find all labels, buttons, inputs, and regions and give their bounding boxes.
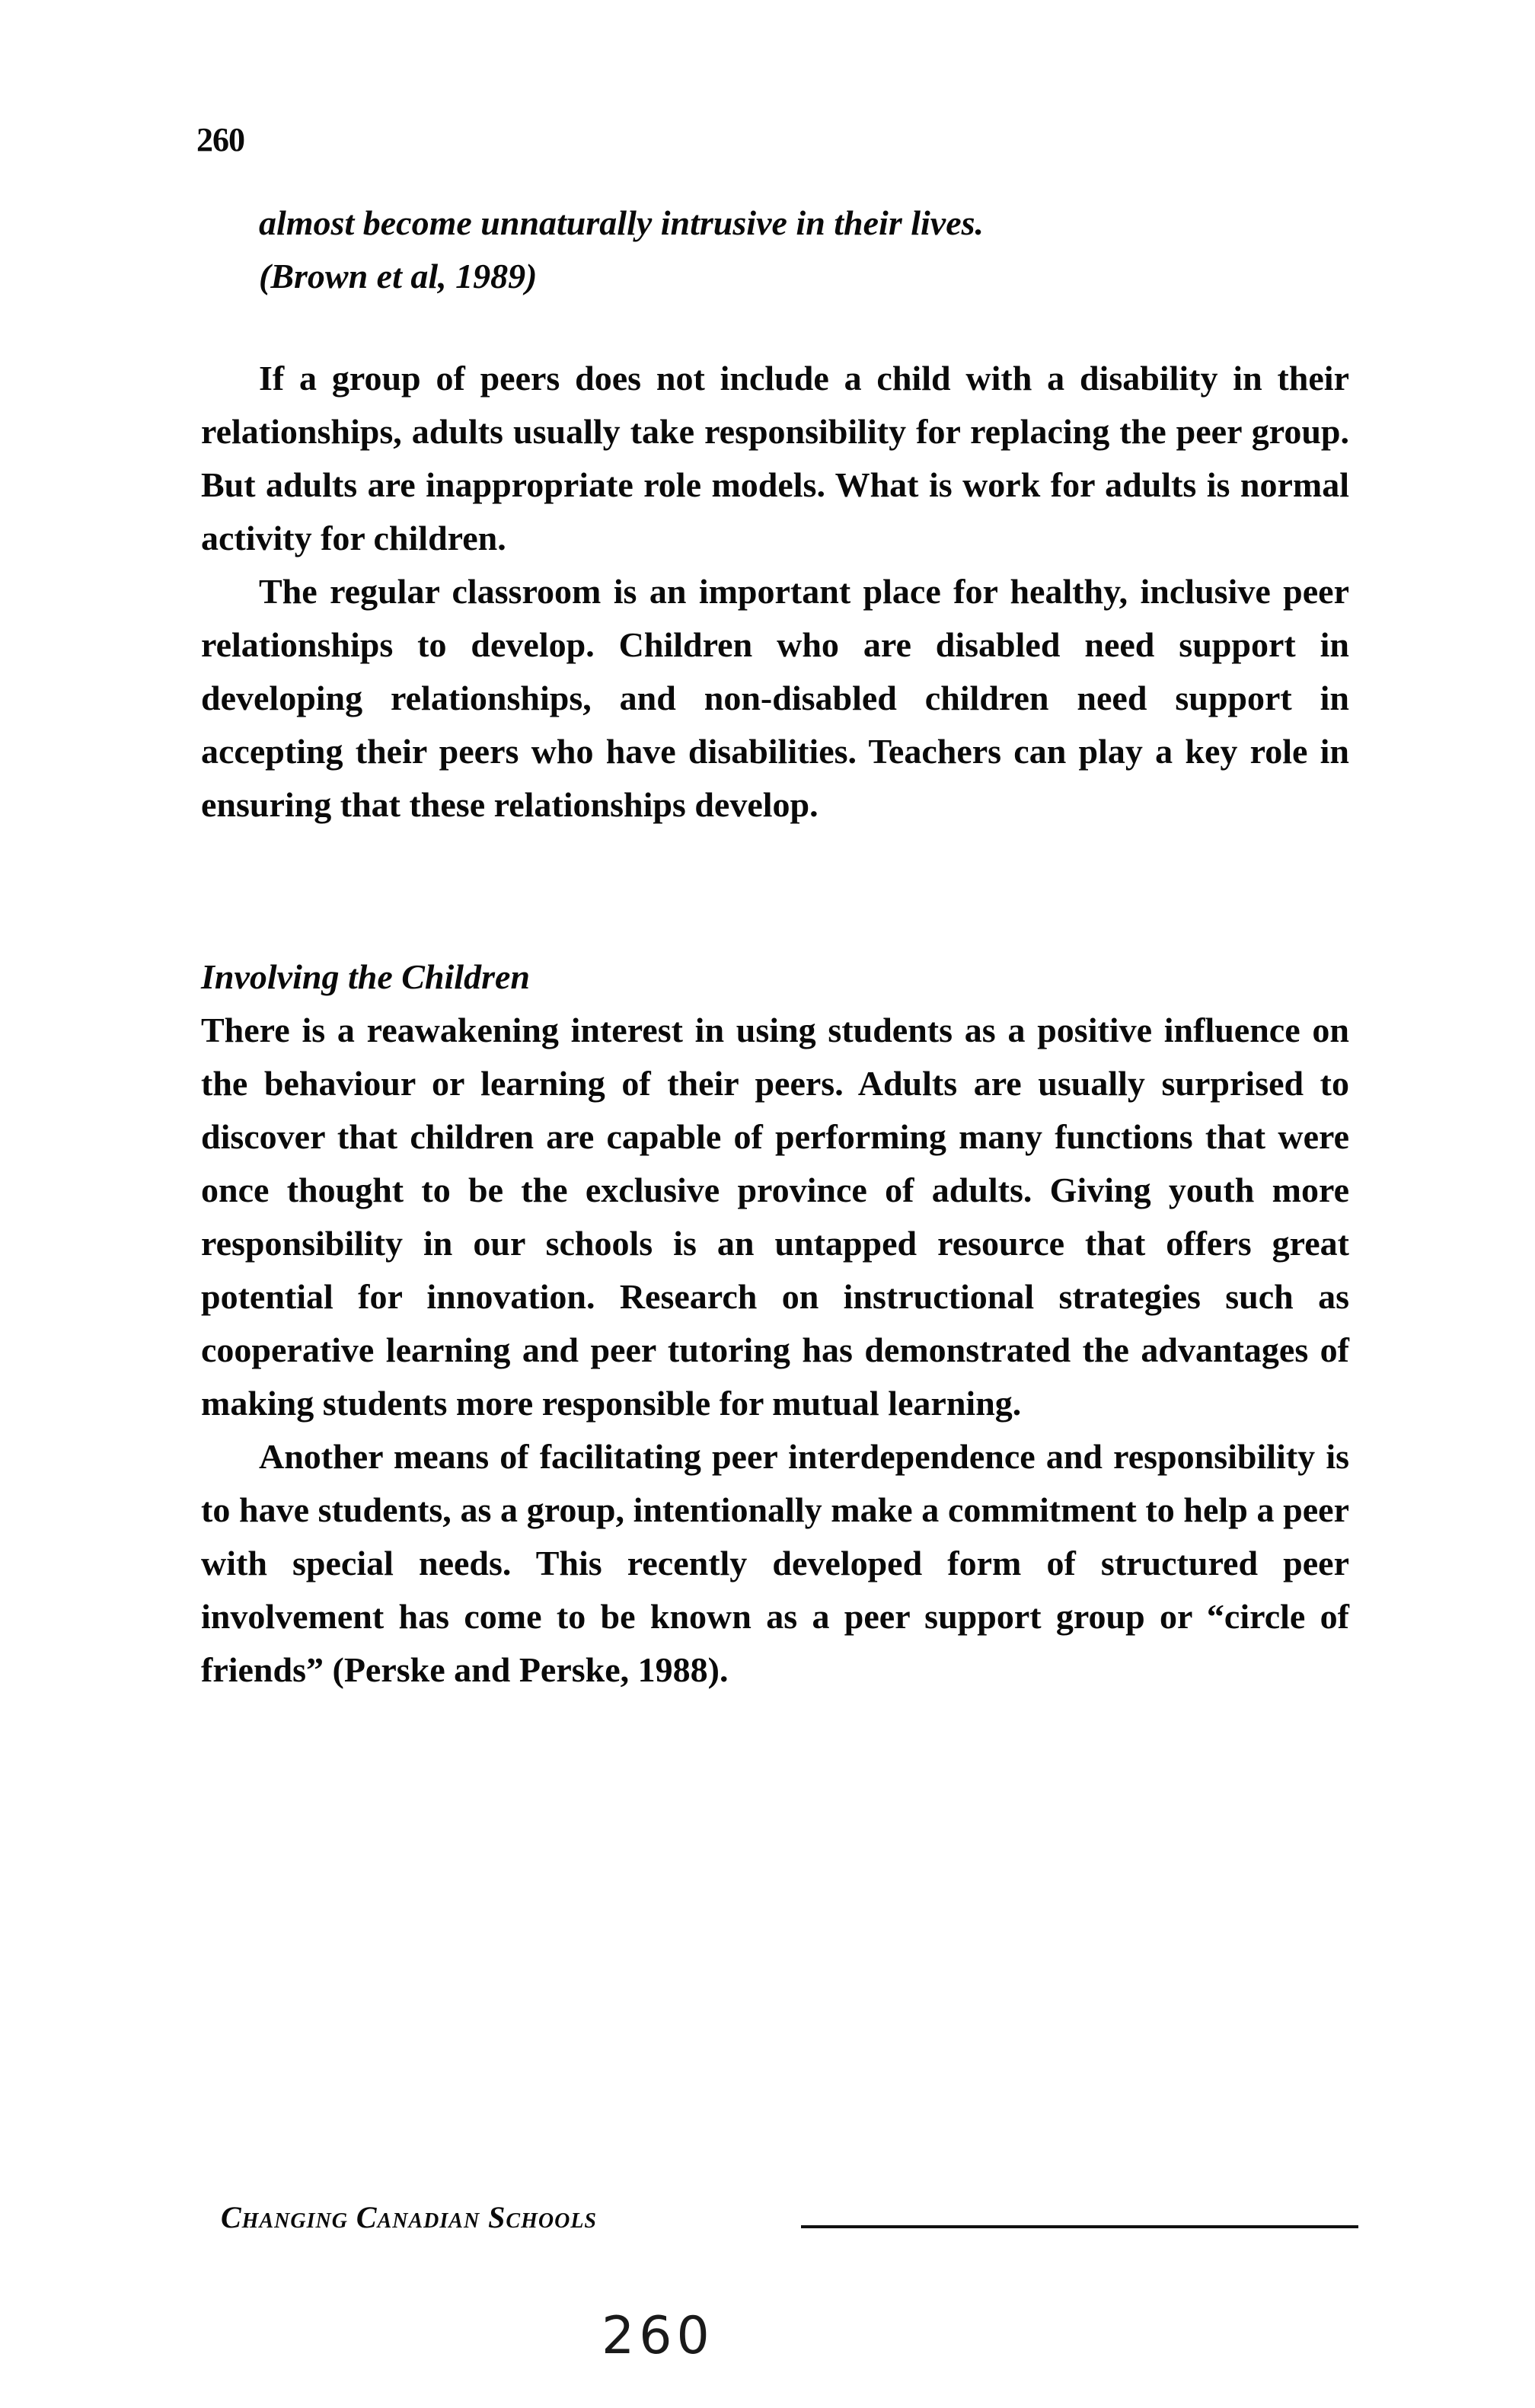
page-number: 260 bbox=[196, 121, 244, 158]
body-paragraph: Another means of facilitating peer interdependence and responsibility is to have students, as a group, intentionally make a commitment to help a peer with special needs. This recently developed form of structured peer involvement has come to be known as a peer support group or “circle of friends” (Perske and Perske, 1988). bbox=[201, 1437, 1349, 1689]
stamped-page-number: 260 bbox=[602, 2306, 714, 2366]
footer-rule bbox=[801, 2225, 1358, 2228]
body-paragraph: There is a reawakening interest in using students as a positive influence on the behaviour or learning of their peers. Adults are usually surprised to discover that children are capable of performing many functions that were once thought to be the exclusive province of adults. Giving youth more responsibility in our schools is an untapped resource that offers great potential for innovation. Research on instructional strategies such as cooperative learning and peer tutoring has demonstrated the advantages of making students more responsible for mutual learning. bbox=[201, 1011, 1349, 1423]
body-section-top bbox=[201, 352, 1349, 832]
section-heading: Involving the Children bbox=[201, 957, 530, 996]
body-section-involving bbox=[201, 950, 1349, 1697]
quote-line: almost become unnaturally intrusive in their lives. bbox=[259, 203, 985, 242]
body-paragraph: If a group of peers does not include a child with a disability in their relationships, adults usually take responsibility for replacing the peer group. But adults are inappropriate role models. What is work for adults is normal activity for children. bbox=[201, 359, 1349, 557]
quote-citation: (Brown et al, 1989) bbox=[259, 257, 538, 295]
running-footer-title: Changing Canadian Schools bbox=[221, 2200, 597, 2234]
block-quote bbox=[259, 196, 1340, 303]
body-paragraph: The regular classroom is an important place for healthy, inclusive peer relationships to develop. Children who are disabled need support in developing relationships, and non-disabled children need support in accepting their peers who have disabilities. Teachers can play a key role in ensuring that these relationships develop. bbox=[201, 572, 1349, 824]
